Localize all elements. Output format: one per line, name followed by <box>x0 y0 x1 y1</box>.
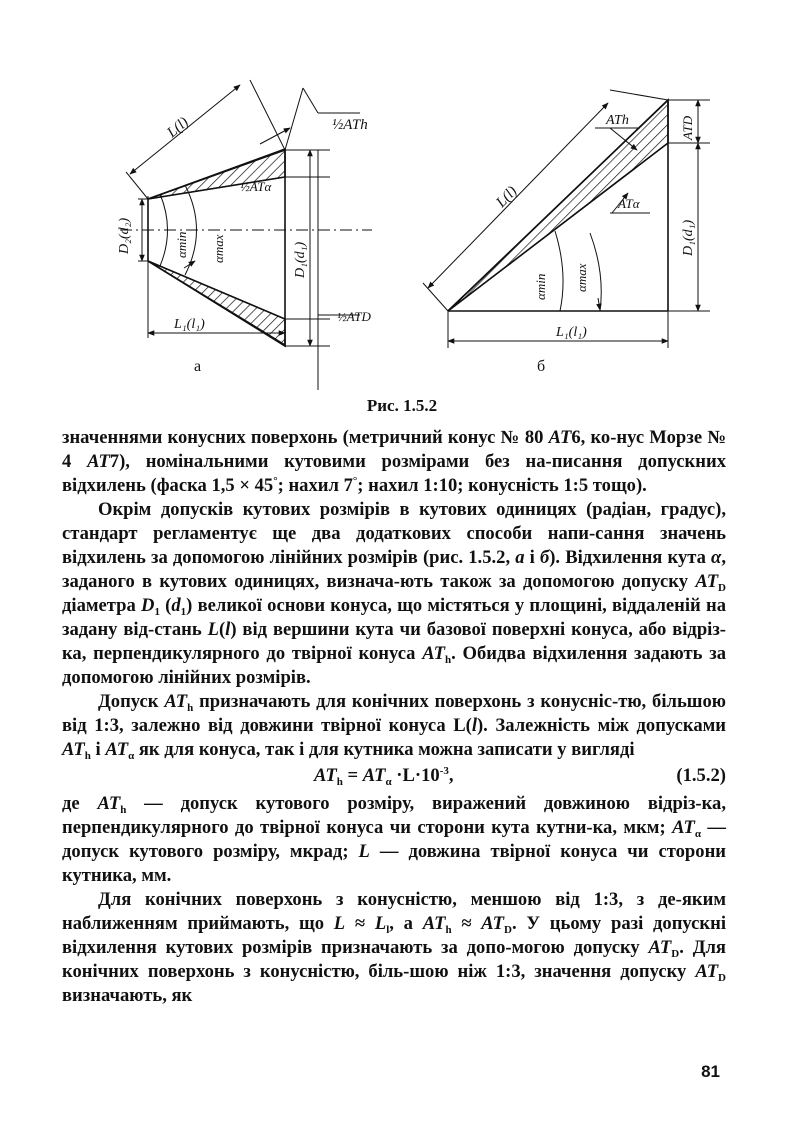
paragraph-4: де $AT_h$ — допуск кутового розміру, виражений довжиною відріз-ка, перпендикулярного до твірної конуса чи сторони кута кутни-ка, мкм; $AT_\alpha$ — допуск кутового розміру, мкрад; L — довжина твірної конуса чи сторони кутника, мм. <box>62 793 726 886</box>
figure-caption: Рис. 1.5.2 <box>366 396 438 415</box>
paragraph-1: значеннями конусних поверхонь (метричний конус № 80 AT6, ко-нус Морзе № 4 AT7), номінальними кутовими розмірами без на-писання допускних відхилень (фаска 1,5 × 45°; нахил 7°; нахил 1:10; конусність 1:5 тощо). <box>62 427 726 496</box>
drawing-b <box>423 90 710 348</box>
paragraph-3: Допуск $AT_h$ призначають для конічних поверхонь з конусніс-тю, більшою від 1:3, залежно від довжини твірної конуса L(l). Залежність між допусками $AT_h$ і $AT_\alpha$ як для конуса, так і для кутника можна записати у вигляді <box>62 691 726 762</box>
label-alpha-min-b: αmin <box>533 273 548 300</box>
label-half-atd: ½ATD <box>337 309 371 324</box>
figure-1-5-2 <box>90 78 740 393</box>
label-d1-b: D₁(d₁) <box>681 219 696 256</box>
label-sub-a: а <box>194 358 202 375</box>
paragraph-5: Для конічних поверхонь з конусністю, меншою від 1:3, з де-яким наближенням приймають, що $L \approx L_l$, а $AT_h \approx AT_D$. У цьому разі допускні відхилення кутових розмірів призначають за допо-могою допуску $AT_D$. Для конічних поверхонь з конусністю, біль-шою ніж 1:3, значення допуску $AT_D$ визначають, як <box>62 889 726 1006</box>
formula-expression: $AT_h = AT_\alpha \cdot L\cdot 10^{-3}$, <box>314 765 454 788</box>
label-l1-a: L₁(l₁) <box>174 317 205 332</box>
page-number: 81 <box>701 1062 720 1081</box>
label-L-b: L(l) <box>493 183 521 211</box>
label-d2: D₂(d₂) <box>117 217 132 254</box>
body-text <box>62 426 726 1008</box>
label-alpha-min-a: αmin <box>174 231 189 258</box>
label-L-a: L(l) <box>164 114 192 142</box>
label-alpha-max-b: αmax <box>574 263 589 292</box>
label-half-at-alpha: ½ATα <box>240 179 272 194</box>
formula-number: (1.5.2) <box>676 765 726 786</box>
label-sub-b: б <box>537 358 546 375</box>
paragraph-2: Окрім допусків кутових розмірів в кутових одиницях (радіан, градус), стандарт регламентує ще два додаткових способи напи-сання значень відхилень за допомогою лінійних розмірів (рис. 1.5.2, а і б). Відхилення кута α, заданого в кутових одиницях, визнача-ють також за допомогою допуску $AT_D$ діаметра $D_1$ $(d_1)$ великої основи конуса, що містяться у площині, віддаленій на задану від-стань L(l) від вершини кута чи базової поверхні конуса, або відріз-ка, перпендикулярного до твірної конуса $AT_h$. Обидва відхилення задають за допомогою лінійних розмірів. <box>62 499 726 688</box>
formula-1-5-2 <box>62 762 726 792</box>
label-l1-b: L₁(l₁) <box>556 325 587 340</box>
label-at-alpha-b: ATα <box>618 196 640 211</box>
label-alpha-max-a: αmax <box>211 234 226 263</box>
label-ath-b: ATh <box>606 113 629 128</box>
label-atd-b: ATD <box>680 115 695 140</box>
label-half-ath: ½ATh <box>332 117 368 133</box>
label-d1-a: D₁(d₁) <box>293 241 308 278</box>
